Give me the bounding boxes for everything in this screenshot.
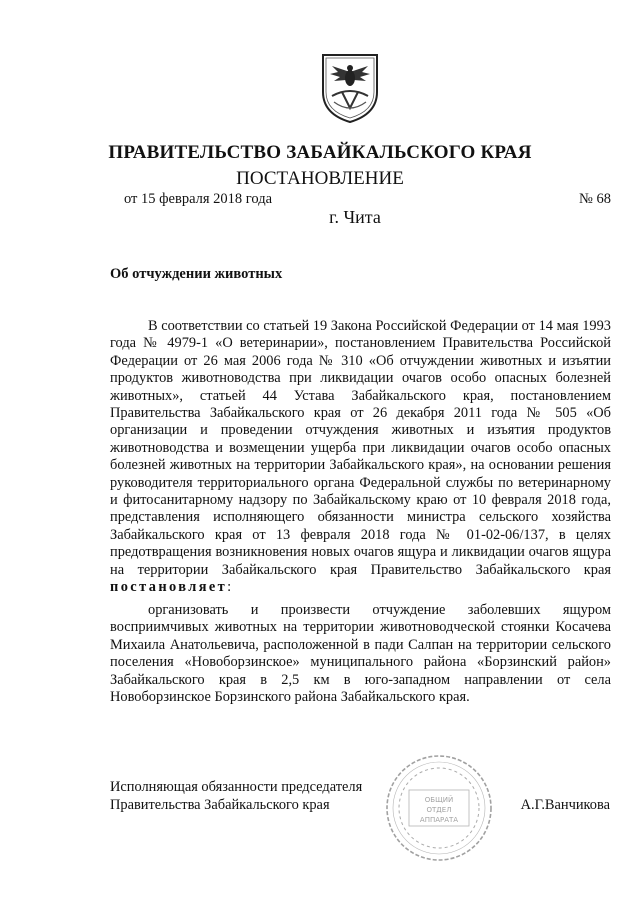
preamble-text: В соответствии со статьей 19 Закона Российской Федерации от 14 мая 1993 года № 4979-1 «О ветеринарии», постановлением Правительства Российской Федерации от 26 мая 2006 года № 310 «Об отчуждении животных и изъятии продуктов животноводства при ликвидации очагов особо опасных болезней животных», статьей 44 Устава Забайкальского края, постановлением Правительства Забайкальского края от 26 декабря 2011 года № 505 «Об организации и проведении отчуждения животных и изъятия продуктов животноводства и возмещении ущерба при ликвидации очагов особо опасных болезней животных на территории Забайкальского края», на основании решения руководителя территориального органа Федеральной службы по ветеринарному и фитосанитарному надзору по Забайкальскому краю от 10 февраля 2018 года, представления исполняющего обязанности министра сельского хозяйства Забайкальского края от 13 февраля 2018 года № 01-02-06/137, в целях предотвращения возникновения новых очагов ящура и ликвидации очагов ящура на территории Забайкальского края Правительство Забайкальского края (110, 318, 611, 578)
preamble-colon: : (227, 579, 232, 596)
stamp-line1: ОБЩИЙ (424, 796, 454, 804)
document-type: ПОСТАНОВЛЕНИЕ (236, 168, 404, 189)
document-number: № 68 (579, 191, 611, 207)
document-subject: Об отчуждении животных (110, 266, 283, 282)
document-city: г. Чита (329, 207, 381, 227)
signatory-name: А.Г.Ванчикова (520, 797, 610, 813)
document-date: от 15 февраля 2018 года (124, 191, 273, 207)
stamp-line3: АППАРАТА (419, 816, 459, 824)
signatory-title-line1: Исполняющая обязанности председателя (110, 779, 363, 795)
order-paragraph: организовать и произвести отчуждение заболевших ящуром восприимчивых животных на территории животноводческой стоянки Косачева Михаила Анатольевича, расположенной в пади Салпан на территории сельского поселения «Новоборзинское» муниципального района «Борзинский район» Забайкальского края в 2,5 км в юго-западном направлении от села Новоборзинское Борзинского района Забайкальского края. (110, 602, 611, 706)
official-stamp-icon (383, 752, 495, 864)
coat-of-arms-icon (320, 52, 380, 124)
government-title: ПРАВИТЕЛЬСТВО ЗАБАЙКАЛЬСКОГО КРАЯ (108, 142, 532, 163)
preamble-paragraph (110, 318, 611, 597)
decree-word: постановляет (110, 579, 228, 596)
signatory-title-line2: Правительства Забайкальского края (110, 797, 330, 813)
stamp-line2: ОТДЕЛ (426, 806, 452, 814)
